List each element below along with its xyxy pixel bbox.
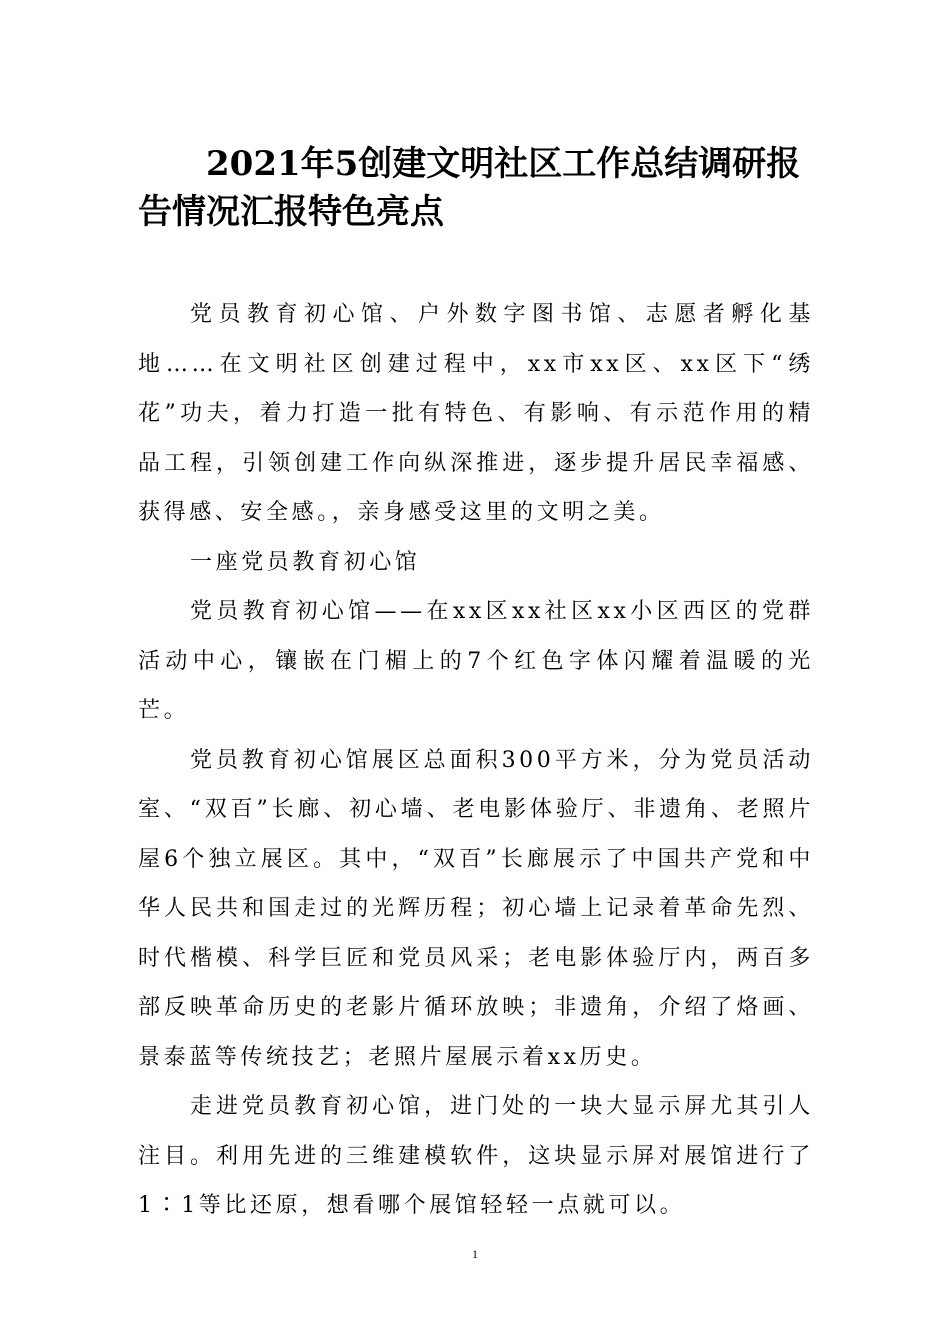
paragraph-exhibition: 党员教育初心馆展区总面积300平方米，分为党员活动室、“双百”长廊、初心墙、老电影体验厅、非遗角、老照片屋6个独立展区。其中，“双百”长廊展示了中国共产党和中华人民共和国走过的光辉历程；初心墙上记录着革命先烈、时代楷模、科学巨匠和党员风采；老电影体验厅内，两百多部反映革命历史的老影片循环放映；非遗角，介绍了烙画、景泰蓝等传统技艺；老照片屋展示着xx历史。 <box>138 747 814 1070</box>
paragraph-location: 党员教育初心馆——在xx区xx社区xx小区西区的党群活动中心，镶嵌在门楣上的7个红色字体闪耀着温暖的光芒。 <box>138 599 814 723</box>
paragraph-intro: 党员教育初心馆、户外数字图书馆、志愿者孵化基地……在文明社区创建过程中，xx市xx区、xx区下“绣花”功夫，着力打造一批有特色、有影响、有示范作用的精品工程，引领创建工作向纵深推进，逐步提升居民幸福感、获得感、安全感。，亲身感受这里的文明之美。 <box>138 302 814 525</box>
document-body <box>138 290 814 1231</box>
document-title: 2021年5创建文明社区工作总结调研报告情况汇报特色亮点 <box>138 144 801 232</box>
section-heading: 一座党员教育初心馆 <box>190 549 421 575</box>
paragraph-display-screen: 走进党员教育初心馆，进门处的一块大显示屏尤其引人注目。利用先进的三维建模软件，这块显示屏对展馆进行了1∶1等比还原，想看哪个展馆轻轻一点就可以。 <box>138 1094 814 1218</box>
page-number: 1 <box>472 1247 478 1261</box>
